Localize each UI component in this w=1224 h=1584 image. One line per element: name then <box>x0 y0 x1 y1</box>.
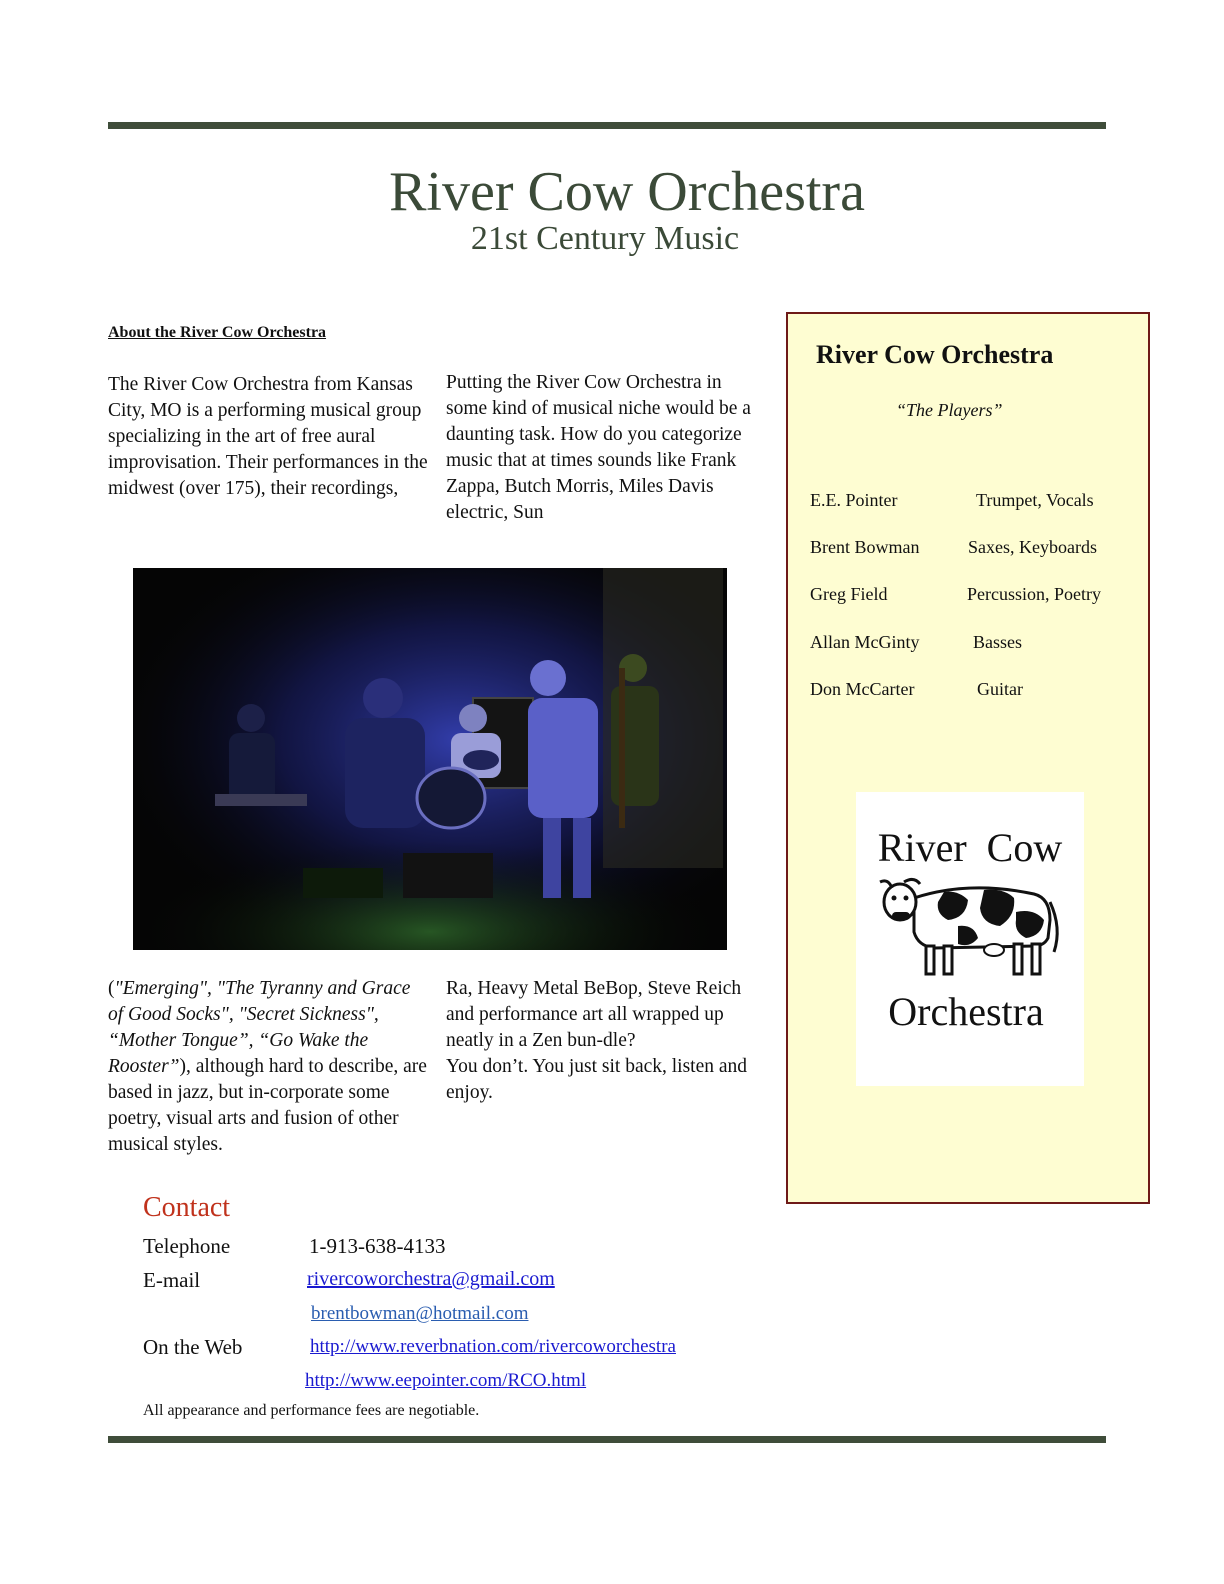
fees-note: All appearance and performance fees are negotiable. <box>143 1402 480 1419</box>
players-title: River Cow Orchestra <box>816 340 1054 369</box>
player-name: Greg Field <box>810 584 888 604</box>
email-link-1[interactable]: rivercoworchestra@gmail.com <box>307 1268 555 1290</box>
player-instrument: Saxes, Keyboards <box>968 537 1097 557</box>
players-subtitle: “The Players” <box>896 400 1003 420</box>
player-instrument: Basses <box>973 632 1022 652</box>
player-instrument: Guitar <box>977 679 1023 699</box>
about-column-4 <box>446 976 766 1106</box>
email-label: E-mail <box>143 1268 201 1292</box>
player-instrument: Trumpet, Vocals <box>976 490 1094 510</box>
web-link-1[interactable]: http://www.reverbnation.com/rivercoworchestra <box>310 1336 676 1357</box>
top-divider <box>108 122 1106 129</box>
telephone-value: 1-913-638-4133 <box>309 1234 446 1258</box>
cow-icon <box>874 868 1064 978</box>
web-link-2[interactable]: http://www.eepointer.com/RCO.html <box>305 1370 587 1391</box>
band-logo <box>856 792 1084 1086</box>
bottom-divider <box>108 1436 1106 1443</box>
player-name: E.E. Pointer <box>810 490 898 510</box>
player-name: Brent Bowman <box>810 537 920 557</box>
about-paragraph-1: The River Cow Orchestra from Kansas City, MO is a performing musical group specializing in the art of free aural improvisation. Their performances in the midwest (over 175), their recordings, <box>108 374 428 499</box>
player-name: Allan McGinty <box>810 632 920 652</box>
about-column-3 <box>108 976 428 1158</box>
about-column-2 <box>446 370 766 526</box>
contact-heading: Contact <box>143 1192 231 1223</box>
about-paragraph-4b: You don’t. You just sit back, listen and enjoy. <box>446 1056 748 1103</box>
about-column-1 <box>108 372 428 502</box>
telephone-label: Telephone <box>143 1234 231 1258</box>
about-paragraph-4a: Ra, Heavy Metal BeBop, Steve Reich and performance art all wrapped up neatly in a Zen bun-dle? <box>446 978 742 1051</box>
page-title: River Cow Orchestra <box>389 161 865 223</box>
players-box <box>786 312 1150 1204</box>
band-photo-image <box>133 568 727 950</box>
album-titles: "Emerging", "The Tyranny and Grace of Good Socks", "Secret Sickness", “Mother Tongue”, “Go Wake the Rooster” <box>108 978 411 1077</box>
player-name: Don McCarter <box>810 679 915 699</box>
about-paragraph-3 <box>108 976 428 1158</box>
web-label: On the Web <box>143 1335 243 1359</box>
band-photo <box>133 568 727 950</box>
email-link-2[interactable]: brentbowman@hotmail.com <box>311 1303 529 1324</box>
logo-text-top: River Cow <box>877 825 1063 870</box>
page-subtitle: 21st Century Music <box>470 220 740 257</box>
player-instrument: Percussion, Poetry <box>967 584 1101 604</box>
about-paragraph-3-rest: ), although hard to describe, are based in jazz, but in-corporate some poetry, visual arts and fusion of other musical styles. <box>108 1056 427 1155</box>
logo-text-bottom: Orchestra <box>888 989 1044 1034</box>
about-paragraph-2: Putting the River Cow Orchestra in some kind of musical niche would be a daunting task. How do you categorize music that at times sounds like Frank Zappa, Butch Morris, Miles Davis electric, Sun <box>446 372 751 523</box>
about-heading: About the River Cow Orchestra <box>108 324 327 341</box>
paren-open: ( <box>108 978 115 999</box>
